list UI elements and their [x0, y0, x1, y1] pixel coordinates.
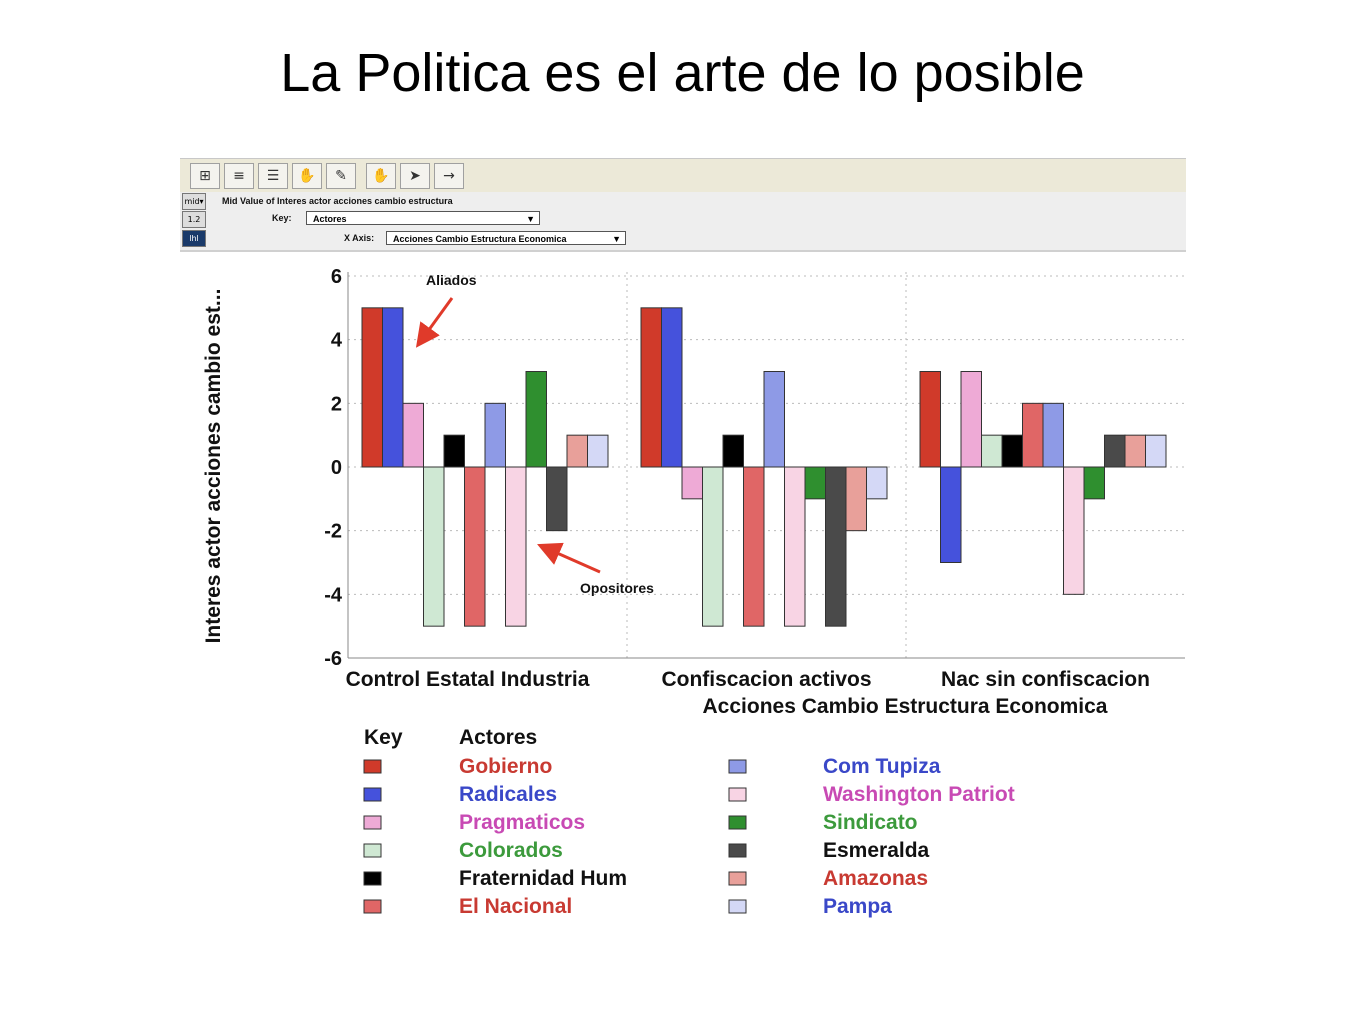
key-label: Key: — [272, 213, 292, 223]
xaxis-label: X Axis: — [344, 233, 375, 243]
legend-label: Amazonas — [823, 867, 929, 890]
bar-pragmaticos — [682, 467, 703, 499]
legend-swatch — [364, 872, 381, 885]
legend-swatch — [729, 788, 746, 801]
bar-amazonas — [1125, 435, 1146, 467]
legend-key-title: Key — [364, 726, 403, 749]
hand-disabled-icon: ✋ — [292, 163, 322, 189]
precision-button[interactable]: 1.2 — [182, 211, 206, 228]
list-icon[interactable]: ☰ — [258, 163, 288, 189]
edit-icon[interactable]: ✎ — [326, 163, 356, 189]
y-tick-label: 0 — [330, 457, 342, 479]
y-tick-label: 4 — [330, 329, 342, 352]
hand-icon[interactable]: ✋ — [366, 163, 396, 189]
network-icon[interactable]: ⊞ — [190, 163, 220, 189]
y-tick-label: 2 — [330, 393, 342, 416]
bar-el-nacional — [744, 467, 765, 626]
bar-colorados — [424, 467, 445, 626]
x-tick-label: Nac sin confiscacion — [941, 668, 1150, 691]
chevron-down-icon: ▼ — [526, 214, 535, 224]
legend-swatch — [364, 816, 381, 829]
bar-washington-patriot — [506, 467, 527, 626]
legend-swatch — [364, 760, 381, 773]
bar-esmeralda — [826, 467, 847, 626]
bar-radicales — [383, 308, 404, 467]
bar-com-tupiza — [1043, 403, 1064, 467]
legend-label: Radicales — [459, 783, 558, 806]
sort-icon[interactable]: ≡ — [224, 163, 254, 189]
annotation-aliados-arrow — [423, 298, 452, 338]
bar-gobierno — [641, 308, 662, 467]
legend-swatch — [364, 788, 381, 801]
bar-washington-patriot — [785, 467, 806, 626]
bar-com-tupiza — [764, 372, 785, 468]
legend-swatch — [729, 816, 746, 829]
annotation-opositores: Opositores — [580, 580, 654, 596]
bar-pampa — [588, 435, 609, 467]
bar-colorados — [703, 467, 724, 626]
bar-pampa — [1146, 435, 1167, 467]
bar-amazonas — [846, 467, 867, 531]
x-axis-title: Acciones Cambio Estructura Economica — [702, 695, 1108, 718]
bar-washington-patriot — [1064, 467, 1085, 594]
arrow-right-icon[interactable]: → — [434, 163, 464, 189]
legend-label: Gobierno — [459, 755, 553, 778]
y-tick-label: -2 — [324, 520, 342, 543]
bar-pampa — [867, 467, 888, 499]
bar-radicales — [662, 308, 683, 467]
chart-description: Mid Value of Interes actor acciones cambio estructura — [222, 196, 453, 206]
legend-swatch — [729, 900, 746, 913]
bar-amazonas — [567, 435, 588, 467]
legend-swatch — [729, 844, 746, 857]
bar-radicales — [941, 467, 962, 563]
mid-select-button[interactable]: mid▾ — [182, 193, 206, 210]
chevron-down-icon: ▼ — [612, 234, 621, 244]
legend-swatch — [729, 760, 746, 773]
bar-esmeralda — [1105, 435, 1126, 467]
legend-label: Esmeralda — [823, 839, 930, 862]
legend-label: Sindicato — [823, 811, 918, 834]
y-axis-title: Interes actor acciones cambio est... — [202, 288, 225, 644]
bar-fraternidad-hum — [444, 435, 465, 467]
legend-swatch — [364, 844, 381, 857]
legend-label: Com Tupiza — [823, 755, 941, 778]
bar-gobierno — [920, 372, 941, 468]
bar-el-nacional — [1023, 403, 1044, 467]
bar-pragmaticos — [403, 403, 424, 467]
y-tick-label: -6 — [324, 648, 342, 670]
pointer-icon[interactable]: ➤ — [400, 163, 430, 189]
bar-fraternidad-hum — [1002, 435, 1023, 467]
bar-com-tupiza — [485, 403, 506, 467]
annotation-opositores-arrow — [548, 549, 600, 572]
legend-swatch — [729, 872, 746, 885]
slide-title: La Politica es el arte de lo posible — [280, 43, 1085, 103]
legend-group-title: Actores — [459, 726, 538, 749]
xaxis-select-value: Acciones Cambio Estructura Economica — [393, 234, 567, 244]
bar-colorados — [982, 435, 1003, 467]
legend-label: Washington Patriot — [823, 783, 1015, 806]
bar-pragmaticos — [961, 372, 982, 468]
x-tick-label: Confiscacion activos — [661, 668, 872, 691]
annotation-aliados: Aliados — [426, 272, 477, 288]
legend-label: Colorados — [459, 839, 563, 862]
legend-label: Pragmaticos — [459, 811, 586, 834]
bar-gobierno — [362, 308, 383, 467]
legend-swatch — [364, 900, 381, 913]
key-select-value: Actores — [313, 214, 347, 224]
bar-sindicato — [1084, 467, 1105, 499]
x-tick-label: Control Estatal Industria — [345, 668, 590, 691]
bar-sindicato — [526, 372, 547, 468]
y-tick-label: 6 — [330, 266, 342, 288]
chart-type-button[interactable]: lhl — [182, 230, 206, 247]
y-tick-label: -4 — [324, 584, 342, 607]
bar-el-nacional — [465, 467, 486, 626]
legend-label: Fraternidad Hum — [459, 867, 628, 890]
bar-sindicato — [805, 467, 826, 499]
bar-fraternidad-hum — [723, 435, 744, 467]
legend-label: Pampa — [823, 895, 892, 918]
legend-label: El Nacional — [459, 895, 573, 918]
bar-esmeralda — [547, 467, 568, 531]
